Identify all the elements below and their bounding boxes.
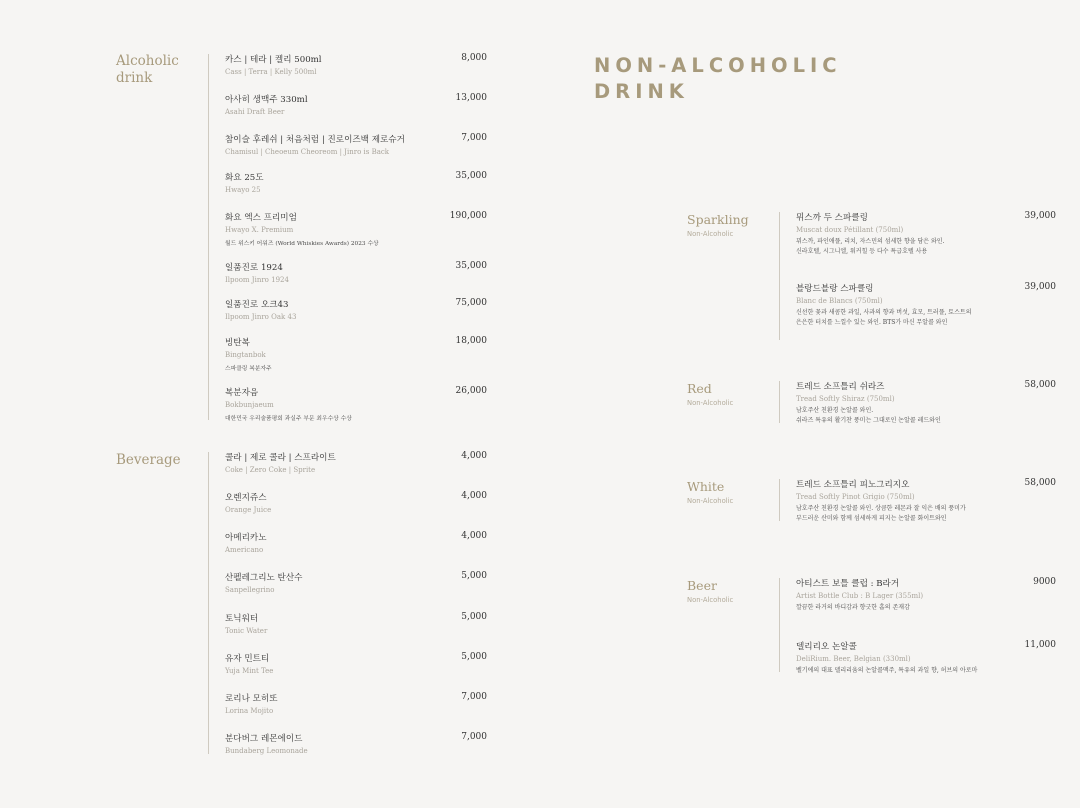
item-price: 5,000	[461, 612, 487, 622]
menu-item	[796, 282, 1056, 327]
category-subtitle: Non-Alcoholic	[687, 596, 734, 604]
category-name: Red	[687, 381, 712, 396]
item-description	[796, 504, 1056, 523]
item-price: 39,000	[1024, 282, 1056, 292]
item-description	[796, 237, 1056, 256]
item-description-line: 뮈스까, 파인애플, 리치, 자스민의 섬세한 향을 담은 와인.	[796, 238, 945, 245]
menu-item	[225, 732, 487, 755]
menu-item	[225, 336, 487, 372]
divider-line	[779, 479, 780, 521]
item-description-line: 쉬라즈 특유의 활기찬 풍미는 그대로인 논알콜 레드와인	[796, 416, 941, 424]
item-price: 18,000	[455, 336, 487, 346]
item-name-en: Ilpoom Jinro Oak 43	[225, 313, 297, 321]
category-white	[687, 479, 777, 505]
menu-item	[796, 211, 1056, 256]
item-name-en: Asahi Draft Beer	[225, 108, 285, 116]
category-subtitle: Non-Alcoholic	[687, 399, 734, 407]
menu-item	[225, 692, 487, 715]
item-name-en: Chamisul | Cheoeum Cheoreom | Jinro is Back	[225, 148, 390, 156]
item-name-ko: 토닉워터	[225, 614, 259, 624]
category-sparkling	[687, 212, 777, 238]
category-name: Beer	[687, 578, 717, 593]
item-description: 대한민국 우리술품평회 과실주 부문 최우수상 수상	[225, 416, 352, 422]
item-price: 5,000	[461, 652, 487, 662]
menu-item	[225, 211, 487, 247]
item-name-en: Bingtanbok	[225, 351, 266, 359]
item-name-ko: 복분자음	[225, 388, 259, 398]
item-description	[796, 666, 1056, 676]
item-description-line: 남호주산 친환경 논알콜 와인.	[796, 407, 874, 414]
category-subtitle: Non-Alcoholic	[687, 230, 734, 238]
item-price: 75,000	[455, 298, 487, 308]
item-name-ko: 일품진로 오크43	[225, 300, 289, 310]
item-price: 190,000	[449, 211, 487, 221]
item-price: 5,000	[461, 571, 487, 581]
item-name-en: Artist Bottle Club : B Lager (355ml)	[796, 592, 924, 600]
item-description-line: 신라호텔, 시그니엘, 워커힐 등 다수 특급호텔 사용	[796, 247, 928, 255]
item-name-ko: 아사히 생맥주 330ml	[225, 95, 308, 105]
item-price: 58,000	[1024, 380, 1056, 390]
item-name-ko: 카스 | 테라 | 켈리 500ml	[225, 55, 322, 65]
section-title-beverage: Beverage	[116, 452, 181, 468]
menu-item	[796, 577, 1056, 613]
item-name-en: Bokbunjaeum	[225, 401, 274, 409]
menu-item	[796, 478, 1056, 523]
menu-item	[225, 93, 487, 116]
item-name-ko: 트레드 소프틀리 쉬라즈	[796, 382, 885, 392]
category-red	[687, 381, 777, 407]
item-price: 13,000	[455, 93, 487, 103]
item-description-line: 부드러운 산미와 함께 섬세하게 피지는 논알콜 화이트와인	[796, 514, 947, 522]
divider-line	[208, 54, 209, 420]
item-name-ko: 분다버그 레몬에이드	[225, 734, 303, 744]
item-name-en: Yuja Mint Tee	[225, 667, 274, 675]
menu-item	[225, 171, 487, 194]
item-price: 7,000	[461, 133, 487, 143]
item-name-en: Bundaberg Leomonade	[225, 747, 308, 755]
item-description-line: 깔끔한 라거의 바디감과 향긋한 홉의 존재감	[796, 604, 910, 611]
item-description: 월드 위스키 어워즈 (World Whiskies Awards) 2023 수상	[225, 241, 379, 247]
item-name-en: Hwayo 25	[225, 186, 261, 194]
item-price: 9000	[1033, 577, 1056, 587]
item-description: 스파클링 복분자주	[225, 366, 272, 372]
menu-item	[225, 491, 487, 514]
item-name-en: DeliRium. Beer, Belgian (330ml)	[796, 655, 911, 663]
menu-item	[225, 612, 487, 635]
page-title-line-2: DRINK	[594, 80, 689, 103]
item-name-ko: 화요 엑스 프리미엄	[225, 213, 297, 223]
item-price: 35,000	[455, 171, 487, 181]
item-name-en: Muscat doux Pétillant (750ml)	[796, 226, 904, 234]
item-description-line: 남호주산 친환경 논알콜 와인. 상큼한 레몬과 잘 익은 배의 풍미가	[796, 505, 966, 512]
item-name-ko: 참이슬 후레쉬 | 처음처럼 | 진로이즈백 제로슈거	[225, 135, 405, 145]
item-name-en: Blanc de Blancs (750ml)	[796, 297, 883, 305]
item-price: 4,000	[461, 491, 487, 501]
item-description-line: 은은한 터치를 느낄수 있는 와인. BTS가 마신 무알콜 와인	[796, 318, 948, 326]
menu-item	[225, 652, 487, 675]
page-title	[594, 53, 842, 105]
item-name-ko: 유자 민트티	[225, 654, 270, 664]
item-name-en: Coke | Zero Coke | Sprite	[225, 466, 316, 474]
item-price: 35,000	[455, 261, 487, 271]
item-description-line: 벨기에의 대표 델리리움의 논알콜맥주, 특유의 과일 향, 허브의 아로마	[796, 667, 978, 674]
item-name-en: Sanpellegrino	[225, 586, 275, 594]
item-price: 7,000	[461, 732, 487, 742]
item-name-ko: 화요 25도	[225, 173, 264, 183]
divider-line	[779, 381, 780, 423]
item-name-en: Orange Juice	[225, 506, 272, 514]
item-name-en: Hwayo X. Premium	[225, 226, 294, 234]
item-name-ko: 일품진로 1924	[225, 263, 283, 273]
menu-item	[225, 298, 487, 321]
menu-item	[225, 386, 487, 422]
item-description	[796, 308, 1056, 327]
item-price: 7,000	[461, 692, 487, 702]
item-description-line: 신선한 꽃과 새콤한 과일, 사과의 향과 버섯, 효모, 트러플, 토스트의	[796, 309, 972, 316]
menu-item	[225, 531, 487, 554]
menu-item	[225, 133, 487, 156]
menu-item	[225, 571, 487, 594]
item-name-ko: 아티스트 보틀 클럽 : B라거	[796, 579, 900, 589]
item-price: 11,000	[1024, 640, 1056, 650]
item-price: 58,000	[1024, 478, 1056, 488]
menu-item	[796, 380, 1056, 425]
item-name-en: Tread Softly Pinot Grigio (750ml)	[796, 493, 915, 501]
divider-line	[208, 452, 209, 754]
menu-item	[225, 451, 487, 474]
category-beer	[687, 578, 777, 604]
category-name: White	[687, 479, 725, 494]
category-name: Sparkling	[687, 212, 749, 227]
item-name-en: Tread Softly Shiraz (750ml)	[796, 395, 895, 403]
divider-line	[779, 212, 780, 340]
item-name-ko: 뮈스까 두 스파클링	[796, 213, 868, 223]
item-price: 4,000	[461, 531, 487, 541]
item-name-ko: 로리나 모히또	[225, 694, 278, 704]
section-title-alcoholic: Alcoholic drink	[116, 53, 179, 86]
menu-item	[796, 640, 1056, 676]
item-name-en: Cass | Terra | Kelly 500ml	[225, 68, 317, 76]
item-name-ko: 콜라 | 제로 콜라 | 스프라이트	[225, 453, 336, 463]
menu-item	[225, 261, 487, 284]
divider-line	[779, 578, 780, 672]
item-name-ko: 델리리오 논알콜	[796, 642, 857, 652]
item-name-en: Tonic Water	[225, 627, 268, 635]
item-name-en: Americano	[225, 546, 264, 554]
item-price: 26,000	[455, 386, 487, 396]
item-name-ko: 빙탄복	[225, 338, 250, 348]
item-price: 8,000	[461, 53, 487, 63]
item-name-ko: 트레드 소프틀리 피노그리지오	[796, 480, 910, 490]
item-description	[796, 406, 1056, 425]
item-name-ko: 산펠레그리노 탄산수	[225, 573, 303, 583]
item-description	[796, 603, 1056, 613]
item-name-en: Lorina Mojito	[225, 707, 274, 715]
item-name-ko: 블랑드블랑 스파클링	[796, 284, 874, 294]
category-subtitle: Non-Alcoholic	[687, 497, 734, 505]
menu-item	[225, 53, 487, 76]
page-title-line-1: NON-ALCOHOLIC	[594, 54, 842, 77]
item-name-ko: 아메리카노	[225, 533, 267, 543]
item-name-en: Ilpoom Jinro 1924	[225, 276, 289, 284]
item-price: 39,000	[1024, 211, 1056, 221]
item-name-ko: 오렌지쥬스	[225, 493, 267, 503]
item-price: 4,000	[461, 451, 487, 461]
